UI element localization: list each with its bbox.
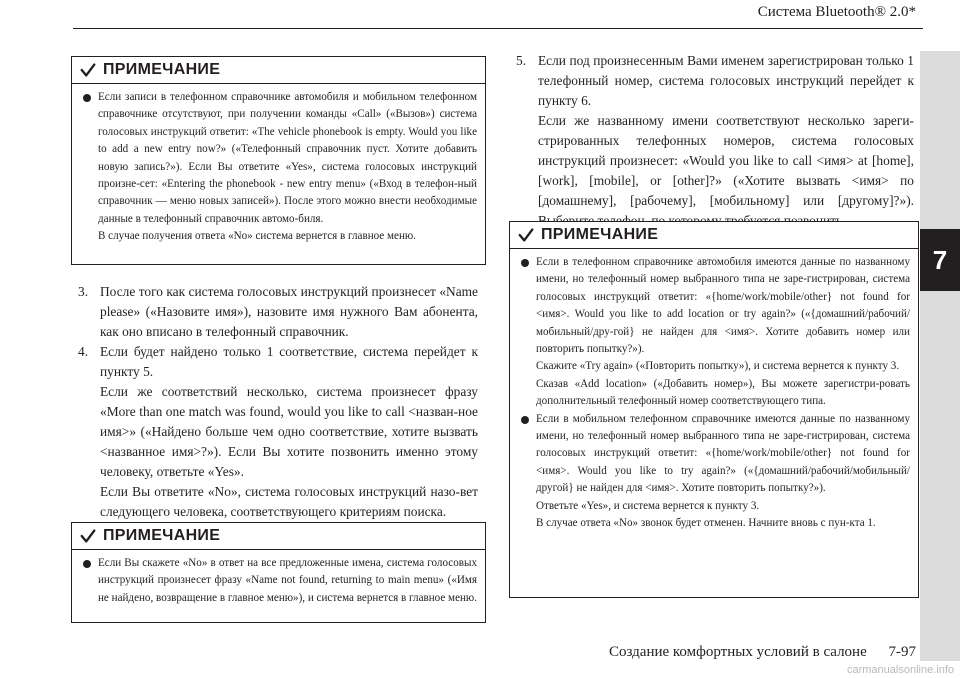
note-body bbox=[72, 84, 485, 250]
note-top-left bbox=[71, 56, 486, 265]
step-5 bbox=[516, 51, 914, 231]
footer-page: 7-97 bbox=[888, 644, 916, 660]
header-title: Система Bluetooth® 2.0* bbox=[757, 4, 916, 20]
checkmark-icon bbox=[79, 527, 97, 545]
steps-right bbox=[516, 51, 914, 231]
step-number: 5. bbox=[516, 53, 527, 68]
footer bbox=[609, 644, 916, 661]
watermark: carmanualsonline.info bbox=[846, 664, 954, 676]
note-header bbox=[510, 222, 918, 249]
step-text: Если же соответствий несколько, система произнесет фразу «More than one match was found, would you like to call <назван-ное имя>» («Найдено больше чем одно соответствие, хотите вызвать <названное имя>?»). Если Вы хотите позвонить именно этому человеку, ответьте «Yes». bbox=[100, 384, 478, 479]
note-item-extra: В случае получения ответа «No» система вернется в главное меню. bbox=[98, 230, 416, 243]
step-4 bbox=[78, 342, 478, 522]
note-item-extra: Скажите «Try again» («Повторить попытку»), и система вернется к пункту 3. bbox=[536, 360, 900, 373]
step-number: 3. bbox=[78, 284, 89, 299]
step-text: Если же названному имени соответствуют несколько зареги-стрированных телефонных номеров, система голосовых инструкций произнесет: «Would you like to call <имя> at [home], [work], [mobile], or [other]?» («Хотите вызвать <имя> по [домашнему], [рабочему], [мобильному] или [другому]?»). bbox=[538, 113, 914, 208]
step-text: Если будет найдено только 1 соответствие, система перейдет к пункту 5. bbox=[100, 344, 478, 379]
step-text: После того как система голосовых инструкций произнесет «Name please» («Назовите имя»), назовите имя нужного Вам абонента, как оно вписано в телефонный справочник. bbox=[100, 284, 478, 339]
note-item-extra: В случае ответа «No» звонок будет отменен. Начните вновь с пун-кта 1. bbox=[536, 517, 876, 530]
checkmark-icon bbox=[517, 226, 535, 244]
note-item: Если в телефонном справочнике автомобиля имеются данные по названному имени, но телефонный номер выбранного типа не заре-гистрирован, система голосовых инструкций ответит: «{home/work/mobile/other} not found for <имя>. Would you like to add location or try again?» («{домашний/рабочий/мобильный/дру-гой} не найден для <имя>. Хотите добавить номер или повторить попытку?»). bbox=[520, 254, 910, 358]
chapter-tab: 7 bbox=[920, 229, 960, 291]
note-heading: ПРИМЕЧАНИЕ bbox=[103, 61, 221, 78]
note-body bbox=[72, 550, 485, 611]
step-3 bbox=[78, 282, 478, 342]
note-body bbox=[510, 249, 918, 537]
note-item: Если в мобильном телефонном справочнике имеются данные по названному имени, но телефонный номер выбранного типа не заре-гистрирован, система голосовых инструкций ответит: «{home/work/mobile/other} not found for <имя>. Would you like to try again?» («{домашний/рабочий/мобильный/другой} не найден для <имя>. Хотите повторить попытку?»). bbox=[520, 411, 910, 498]
note-bottom-left bbox=[71, 522, 486, 623]
checkmark-icon bbox=[79, 61, 97, 79]
note-header bbox=[72, 523, 485, 550]
step-text: Если Вы ответите «No», система голосовых инструкций назо-вет следующего человека, соответствующего критериям поиска. bbox=[100, 484, 478, 519]
step-text: Если под произнесенным Вами именем зарегистрирован только 1 телефонный номер, система голосовых инструкций перейдет к пункту 6. bbox=[538, 53, 914, 108]
header-rule bbox=[73, 28, 923, 29]
note-item: Если Вы скажете «No» в ответ на все предложенные имена, система голосовых инструкций произнесет фразу «Name not found, returning to main menu» («Имя не найдено, возвращение в главное меню»), и система вернется в главное меню. bbox=[82, 555, 477, 607]
footer-section: Создание комфортных условий в салоне bbox=[609, 644, 867, 660]
note-right bbox=[509, 221, 919, 598]
note-item: Если записи в телефонном справочнике автомобиля и мобильном телефонном справочнике отсутствуют, при получении команды «Call» («Вызов») система голосовых инструкций ответит: «The vehicle phonebook is empty. Would you like to add a new entry now?» («Телефонный справочник пуст. Хотите добавить новую запись?»). Если Вы ответите «Yes», система голосовых инструкций произне-сет: «Entering the phonebook - new entry menu» («Вход в телефон-ный справочник — меню новых записей»). После этого можно внести необходимые данные в телефонный справочник автомо-биля. bbox=[82, 89, 477, 228]
note-header bbox=[72, 57, 485, 84]
note-item-extra: Сказав «Add location» («Добавить номер»), Вы можете зарегистри-ровать дополнительный телефонный номер соответствующего типа. bbox=[536, 377, 910, 408]
steps-left bbox=[78, 282, 478, 522]
note-heading: ПРИМЕЧАНИЕ bbox=[541, 226, 659, 243]
note-item-extra: Ответьте «Yes», и система вернется к пункту 3. bbox=[536, 499, 760, 512]
step-number: 4. bbox=[78, 344, 89, 359]
side-tab-strip bbox=[920, 51, 960, 661]
note-heading: ПРИМЕЧАНИЕ bbox=[103, 527, 221, 544]
